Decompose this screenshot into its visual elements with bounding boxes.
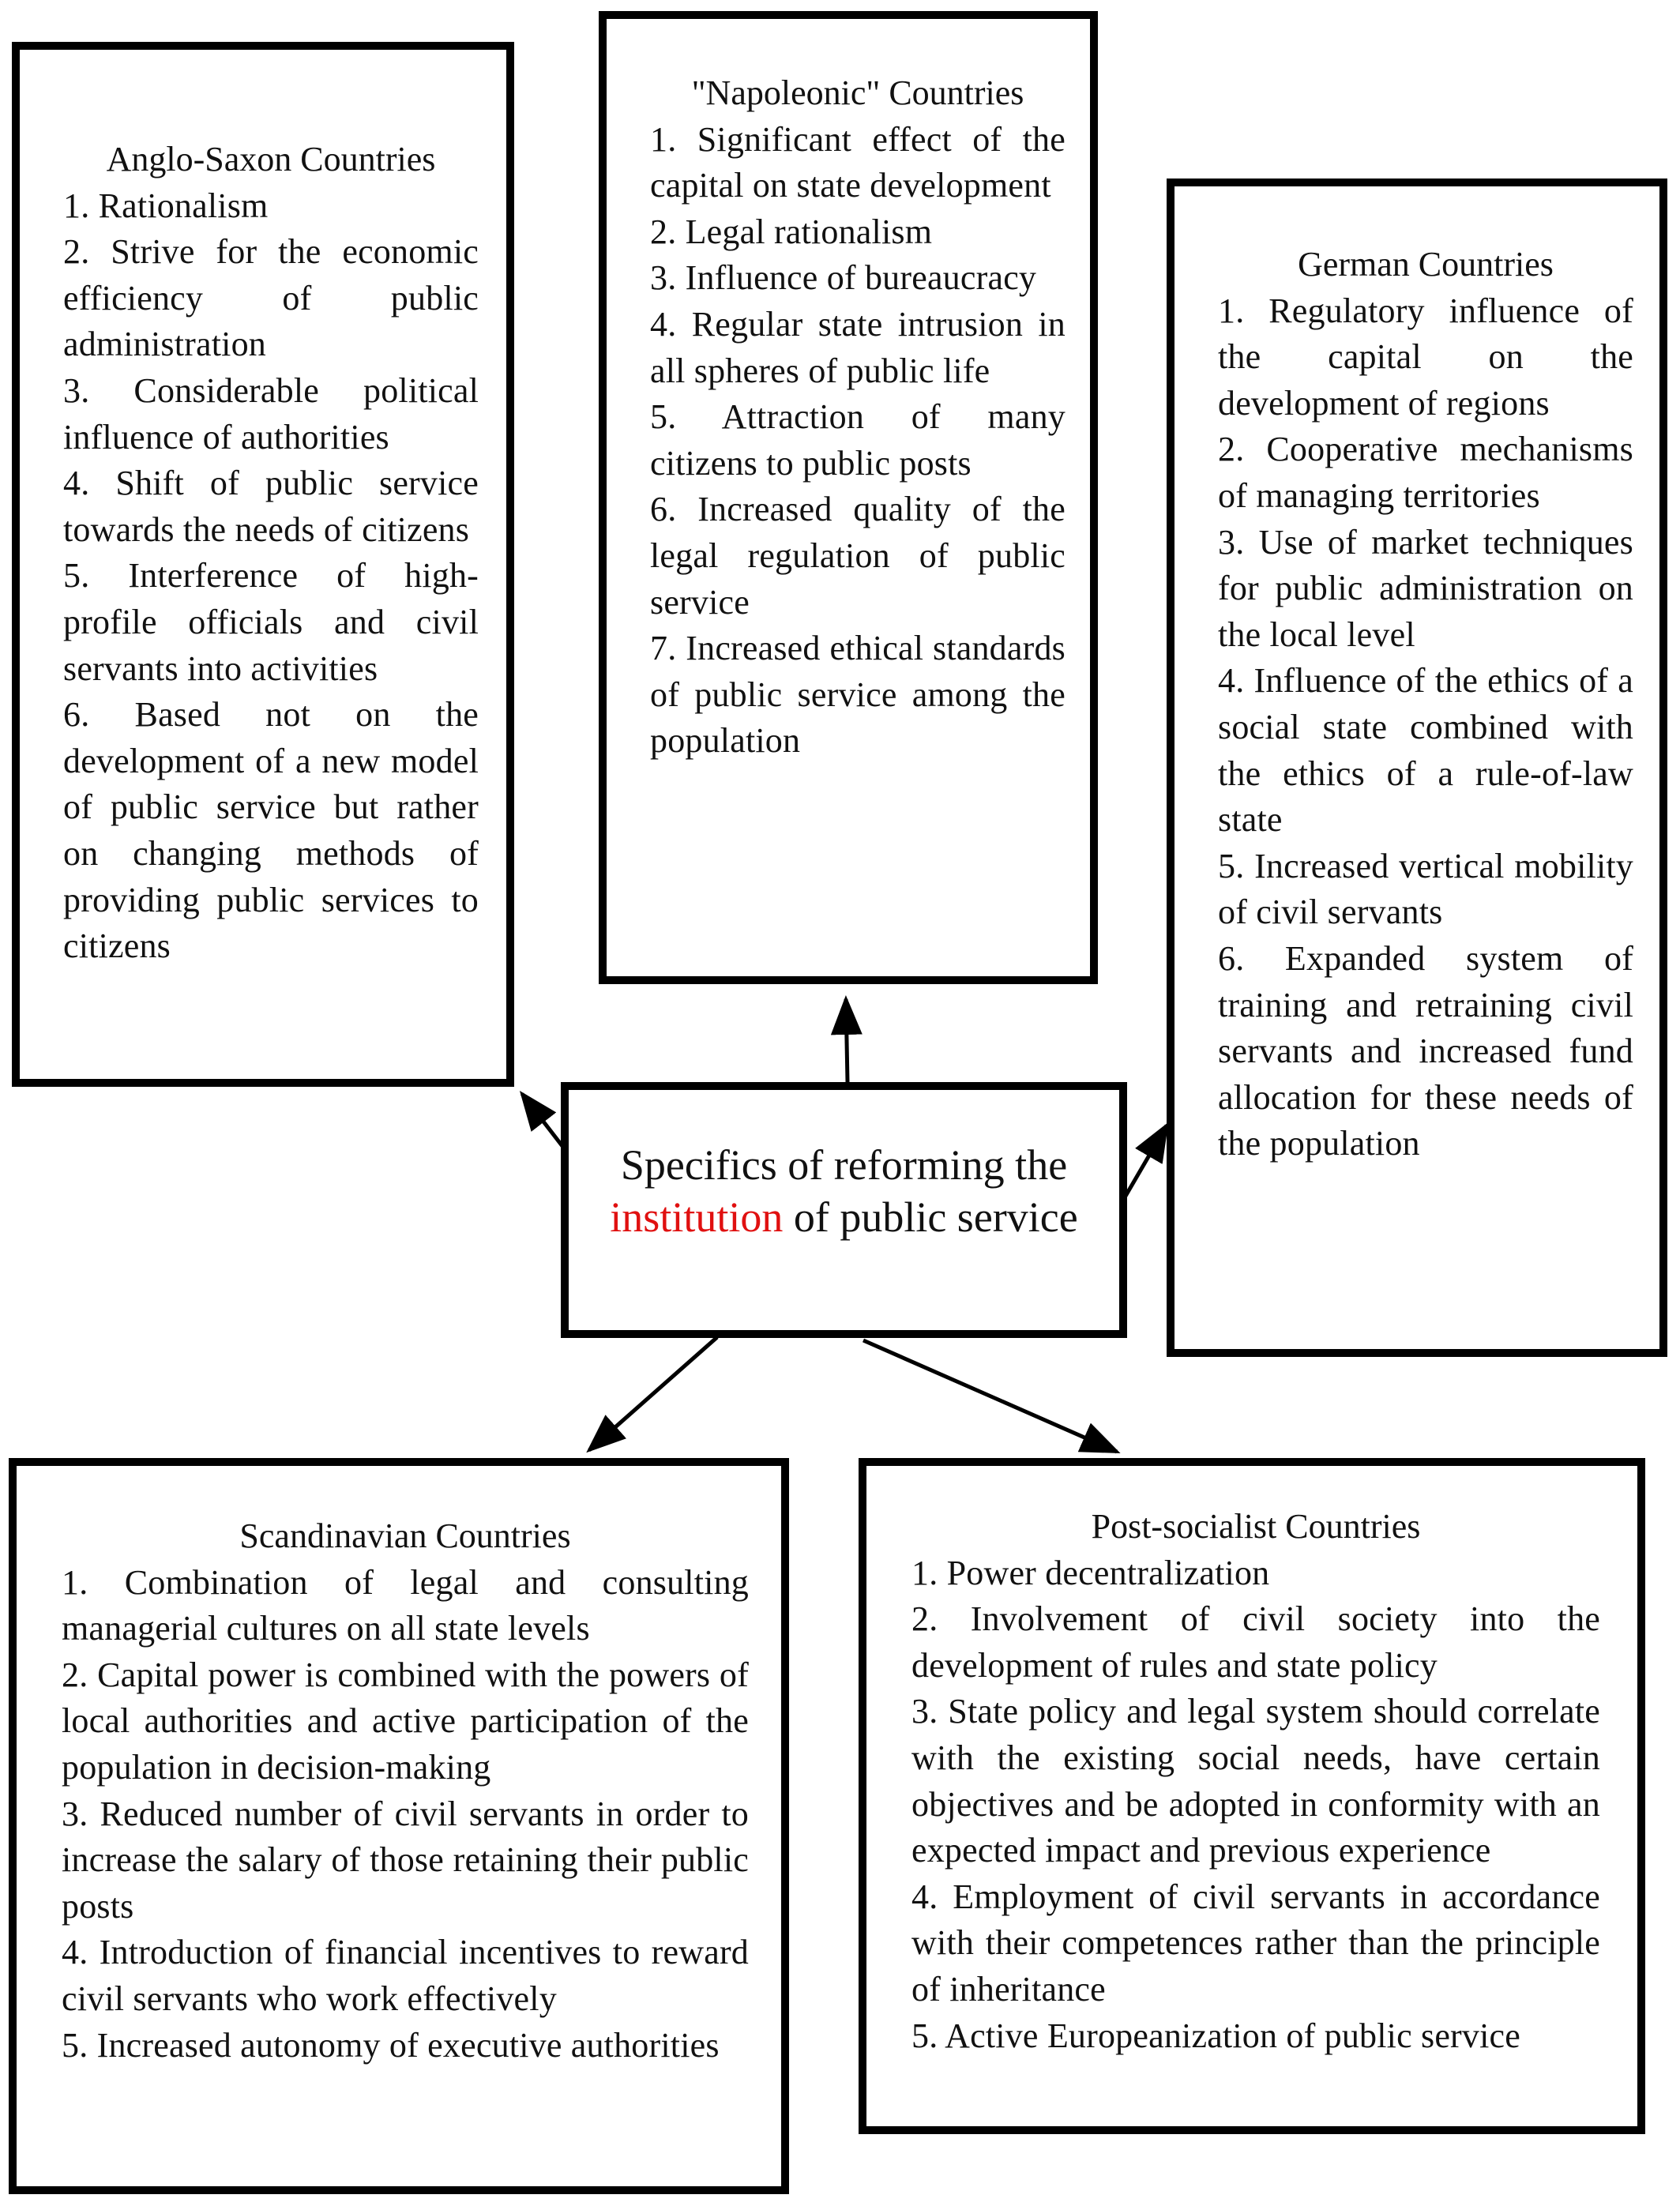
anglo-saxon-list bbox=[63, 183, 479, 970]
list-item: 1. Significant effect of the capital on state development bbox=[650, 119, 1066, 205]
list-item: 6. Increased quality of the legal regulation of public service bbox=[650, 490, 1066, 622]
post-socialist-title: Post-socialist Countries bbox=[1091, 1507, 1421, 1546]
arrow-to-post-socialist bbox=[863, 1340, 1117, 1452]
list-item: 5. Active Europeanization of public service bbox=[911, 2016, 1520, 2055]
list-item: 3. Reduced number of civil servants in order to increase the salary of those retaining their public posts bbox=[62, 1794, 749, 1926]
scandinavian-title: Scandinavian Countries bbox=[239, 1516, 571, 1555]
list-item: 7. Increased ethical standards of public service among the population bbox=[650, 629, 1066, 761]
anglo-saxon-box bbox=[12, 42, 514, 1087]
list-item: 5. Increased vertical mobility of civil servants bbox=[1218, 846, 1633, 932]
scandinavian-list bbox=[62, 1560, 749, 2069]
list-item: 1. Power decentralization bbox=[911, 1553, 1270, 1592]
list-item: 6. Expanded system of training and retraining civil servants and increased fund allocation for these needs of the population bbox=[1218, 938, 1633, 1163]
list-item: 3. Influence of bureaucracy bbox=[650, 258, 1037, 298]
list-item: 3. Considerable political influence of authorities bbox=[63, 370, 479, 457]
anglo-saxon-title: Anglo-Saxon Countries bbox=[106, 140, 436, 179]
post-socialist-list bbox=[911, 1550, 1600, 2060]
list-item: 1. Rationalism bbox=[63, 186, 269, 225]
post-socialist-box bbox=[859, 1458, 1645, 2134]
napoleonic-list bbox=[650, 117, 1066, 765]
arrow-to-scandinavian bbox=[589, 1337, 717, 1450]
list-item: 2. Cooperative mechanisms of managing territories bbox=[1218, 430, 1633, 515]
napoleonic-title: "Napoleonic" Countries bbox=[691, 73, 1024, 112]
list-item: 5. Increased autonomy of executive authorities bbox=[62, 2025, 720, 2065]
list-item: 2. Strive for the economic efficiency of public administration bbox=[63, 232, 479, 364]
list-item: 4. Influence of the ethics of a social state combined with the ethics of a rule-of-law state bbox=[1218, 661, 1633, 840]
list-item: 5. Interference of high-profile officials and civil servants into activities bbox=[63, 556, 479, 688]
list-item: 6. Based not on the development of a new model of public service but rather on changing methods of providing public services to citizens bbox=[63, 695, 479, 966]
arrow-to-german bbox=[1125, 1126, 1167, 1197]
arrow-to-napoleonic bbox=[846, 999, 848, 1082]
german-list bbox=[1218, 288, 1633, 1167]
scandinavian-box bbox=[9, 1458, 789, 2194]
list-item: 4. Shift of public service towards the needs of citizens bbox=[63, 464, 479, 549]
list-item: 3. State policy and legal system should correlate with the existing social needs, have certain objectives and be adopted in conformity with an expected impact and previous experience bbox=[911, 1692, 1600, 1870]
center-highlight: institution bbox=[610, 1193, 784, 1241]
arrow-to-anglo-saxon bbox=[522, 1094, 565, 1149]
list-item: 2. Involvement of civil society into the development of rules and state policy bbox=[911, 1599, 1600, 1685]
napoleonic-box bbox=[599, 11, 1098, 984]
center-title: Specifics of reforming the institution of public service bbox=[610, 1141, 1078, 1241]
list-item: 2. Capital power is combined with the powers of local authorities and active participation of the population in decision-making bbox=[62, 1655, 749, 1787]
list-item: 4. Introduction of financial incentives to reward civil servants who work effectively bbox=[62, 1933, 749, 2018]
german-title: German Countries bbox=[1298, 245, 1554, 284]
center-box bbox=[561, 1082, 1127, 1338]
list-item: 1. Regulatory influence of the capital on the development of regions bbox=[1218, 291, 1633, 423]
list-item: 4. Regular state intrusion in all spheres of public life bbox=[650, 304, 1066, 390]
list-item: 1. Combination of legal and consulting managerial cultures on all state levels bbox=[62, 1562, 749, 1648]
german-box bbox=[1167, 179, 1667, 1357]
list-item: 3. Use of market techniques for public administration on the local level bbox=[1218, 522, 1633, 654]
list-item: 4. Employment of civil servants in accordance with their competences rather than the principle of inheritance bbox=[911, 1877, 1600, 2009]
list-item: 2. Legal rationalism bbox=[650, 212, 933, 251]
list-item: 5. Attraction of many citizens to public posts bbox=[650, 397, 1066, 483]
